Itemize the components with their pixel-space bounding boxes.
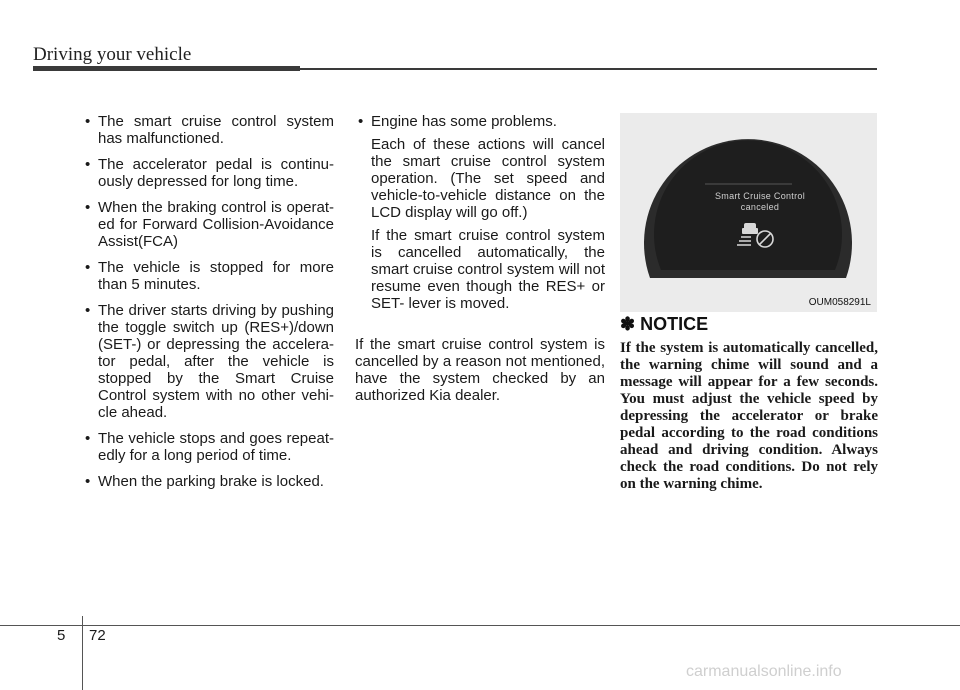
indented-paragraph: If the smart cruise control system is cancelled automatically, the smart cruise control system will not resume even though the RES+ or SET- lever is moved. bbox=[371, 227, 605, 312]
bullet-item: • The accelerator pedal is continuously depressed for long time. bbox=[82, 156, 334, 190]
notice-body: If the system is automatically cancelled, the warning chime will sound and a message will appear for a few seconds. You must adjust the vehicle speed by depressing the accelerator or brake pedal according to the road conditions ahead and driving condition. Always check the road conditions. Do not rely on the warning chime. bbox=[620, 340, 878, 492]
chapter-number: 5 bbox=[57, 627, 66, 644]
display-message-line1: Smart Cruise Control bbox=[714, 191, 806, 201]
figure-code-label: OUM058291L bbox=[808, 297, 871, 308]
bullet-item: • The driver starts driving by pushing the toggle switch up (RES+)/down (SET-) or depressing the accelerator pedal, after the vehicle is stopped by the Smart Cruise Control system with no other vehicle ahead. bbox=[82, 302, 334, 421]
bullet-item: • When the parking brake is locked. bbox=[82, 473, 334, 490]
footer-rule bbox=[0, 625, 960, 626]
bullet-item: • The smart cruise control system has malfunctioned. bbox=[82, 113, 334, 147]
cluster-display-figure bbox=[620, 113, 877, 312]
notice-title: ✽ NOTICE bbox=[620, 314, 709, 334]
page-header-title: Driving your vehicle bbox=[33, 44, 192, 65]
bullet-item: • When the braking control is operated for Forward Collision-Avoidance Assist(FCA) bbox=[82, 199, 334, 250]
cluster-display-illustration bbox=[620, 113, 877, 312]
body-paragraph: If the smart cruise control system is cancelled by a reason not mentioned, have the system checked by an authorized Kia dealer. bbox=[355, 336, 605, 404]
watermark: carmanualsonline.info bbox=[686, 663, 842, 680]
bullet-item: • Engine has some problems. bbox=[355, 113, 605, 130]
left-column bbox=[82, 113, 334, 499]
middle-column bbox=[355, 113, 605, 404]
header-rule-thick bbox=[33, 66, 300, 71]
footer-divider bbox=[82, 616, 83, 690]
indented-paragraph: Each of these actions will cancel the smart cruise control system operation. (The set speed and vehicle-to-vehicle distance on the LCD display will go off.) bbox=[371, 136, 605, 221]
header-rule-thin bbox=[300, 68, 877, 70]
bullet-item: • The vehicle stops and goes repeatedly for a long period of time. bbox=[82, 430, 334, 464]
bullet-item: • The vehicle is stopped for more than 5 minutes. bbox=[82, 259, 334, 293]
page-number: 72 bbox=[89, 627, 106, 644]
display-message-line2: canceled bbox=[740, 202, 780, 212]
